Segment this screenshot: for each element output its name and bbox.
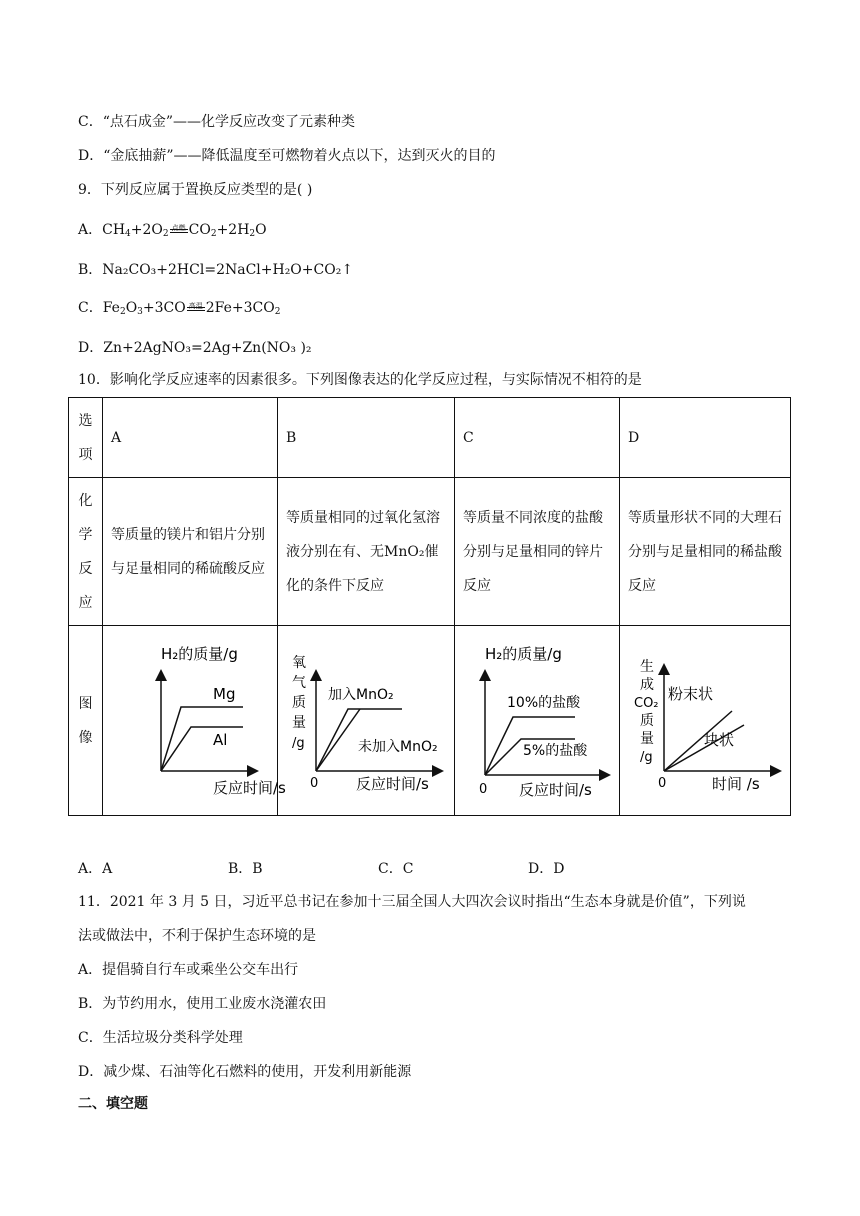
- q9-option-c: C．$Fe_2O_3+3CO$ 高温 $2Fe+3CO_2$: [78, 300, 281, 317]
- section-heading: 二、填空题: [78, 1096, 148, 1112]
- col-c-header: C: [455, 398, 620, 478]
- graph-b-origin: 0: [310, 775, 319, 791]
- graph-b-series-without: 未加入MnO₂: [358, 738, 438, 755]
- col-b-header: B: [278, 398, 455, 478]
- graph-a-series-al: Al: [213, 730, 228, 749]
- q9-stem: 9．下列反应属于置换反应类型的是( ): [78, 182, 313, 198]
- q8-option-c: C．“点石成金”——化学反应改变了元素种类: [78, 114, 356, 130]
- graph-d-origin: 0: [658, 775, 667, 791]
- graph-c: [455, 627, 619, 815]
- q10-stem: 10．影响化学反应速率的因素很多。下列图像表达的化学反应过程，与实际情况不相符的是: [78, 372, 642, 388]
- graph-a-series-mg: Mg: [213, 684, 236, 703]
- q9-a-text4: +2H: [216, 222, 250, 238]
- graph-b-ylabel-3: 质: [292, 694, 306, 711]
- condition-mark: 点燃: [171, 224, 186, 232]
- reaction-c: 等质量不同浓度的盐酸分别与足量相同的锌片反应: [455, 478, 620, 626]
- graph-c-cell: [455, 626, 620, 816]
- col-d-header: D: [620, 398, 791, 478]
- q9-c-text3: +3CO: [142, 300, 186, 316]
- q11-option-c: C．生活垃圾分类科学处理: [78, 1030, 243, 1046]
- q9-a-text5: O: [255, 222, 267, 238]
- graph-b-xlabel: 反应时间/s: [356, 774, 429, 793]
- graph-d-ylabel-4: 质: [640, 712, 654, 729]
- q11-option-a: A．提倡骑自行车或乘坐公交车出行: [78, 962, 299, 978]
- graph-a-xlabel: 反应时间/s: [213, 778, 286, 797]
- q11-option-d: D．减少煤、石油等化石燃料的使用，开发利用新能源: [78, 1064, 412, 1080]
- graph-c-origin: 0: [479, 781, 488, 797]
- condition-mark: 高温: [188, 302, 203, 310]
- q9-c-text4: 2Fe+3CO: [205, 300, 275, 316]
- graph-b-series-with: 加入MnO₂: [328, 686, 394, 703]
- graph-d-ylabel-6: /g: [640, 749, 653, 765]
- col-a-header: A: [103, 398, 278, 478]
- graph-d-cell: [620, 626, 791, 816]
- graph-b-ylabel-4: 量: [292, 714, 306, 731]
- q9-option-a: A．$CH_4+2O_2$ 点燃 $CO_2+2H_2O$: [78, 222, 267, 239]
- q9-a-text3: CO: [188, 222, 211, 238]
- header-label: 选 项: [69, 398, 103, 478]
- q9-option-b: B．Na₂CO₃+2HCl=2NaCl+H₂O+CO₂↑: [78, 262, 354, 278]
- graph-b-ylabel-1: 氧: [292, 654, 306, 671]
- graph-d: [620, 627, 788, 815]
- q10-options: [78, 858, 678, 878]
- q10-option-a: A．A: [78, 861, 113, 877]
- q11-stem-line1: 11．2021 年 3 月 5 日，习近平总书记在参加十三届全国人大四次会议时指出“生态本身就是价值”，下列说: [78, 894, 746, 910]
- graph-d-ylabel-3: CO₂: [634, 695, 659, 711]
- reaction-b: 等质量相同的过氧化氢溶液分别在有、无MnO₂催化的条件下反应: [278, 478, 455, 626]
- q10-table: [68, 397, 791, 816]
- graph-b: [278, 627, 454, 815]
- q10-option-b: B．B: [228, 861, 263, 877]
- reaction-d: 等质量形状不同的大理石分别与足量相同的稀盐酸反应: [620, 478, 791, 626]
- q11-stem-line2: 法或做法中，不利于保护生态环境的是: [78, 928, 316, 944]
- q10-option-c: C．C: [378, 861, 414, 877]
- graph-d-ylabel-1: 生: [640, 658, 654, 675]
- graph-c-ylabel: H₂的质量/g: [485, 644, 562, 663]
- q9-c-text2: O: [125, 300, 138, 316]
- graph-d-ylabel-2: 成: [640, 676, 654, 693]
- reaction-a: 等质量的镁片和铝片分别与足量相同的稀硫酸反应: [103, 478, 278, 626]
- q9-option-d: D．Zn+2AgNO₃=2Ag+Zn(NO₃ )₂: [78, 340, 312, 356]
- q9-a-text1: A．CH: [78, 222, 126, 238]
- graph-b-ylabel-2: 气: [292, 674, 306, 691]
- graph-d-series-block: 块状: [704, 730, 735, 749]
- graph-a: [103, 627, 286, 815]
- graph-a-cell: [103, 626, 286, 816]
- q11-option-b: B．为节约用水，使用工业废水浇灌农田: [78, 996, 327, 1012]
- q9-a-text2: +2O: [130, 222, 163, 238]
- graph-c-xlabel: 反应时间/s: [519, 780, 592, 799]
- image-label: 图 像: [69, 626, 103, 816]
- q10-option-d: D．D: [528, 861, 565, 877]
- graph-c-series-10: 10%的盐酸: [507, 694, 581, 711]
- graph-b-ylabel-5: /g: [292, 735, 305, 751]
- graph-b-cell: [278, 626, 455, 816]
- reaction-label: 化 学 反 应: [69, 478, 103, 626]
- q8-option-d: D．“金底抽薪”——降低温度至可燃物着火点以下，达到灭火的目的: [78, 148, 496, 164]
- graph-d-xlabel: 时间 /s: [712, 774, 760, 793]
- graph-d-ylabel-5: 量: [640, 730, 654, 747]
- graph-c-series-5: 5%的盐酸: [523, 742, 588, 759]
- q9-c-text1: C．Fe: [78, 300, 120, 316]
- graph-a-ylabel: H₂的质量/g: [161, 644, 238, 663]
- graph-d-series-powder: 粉末状: [668, 684, 714, 703]
